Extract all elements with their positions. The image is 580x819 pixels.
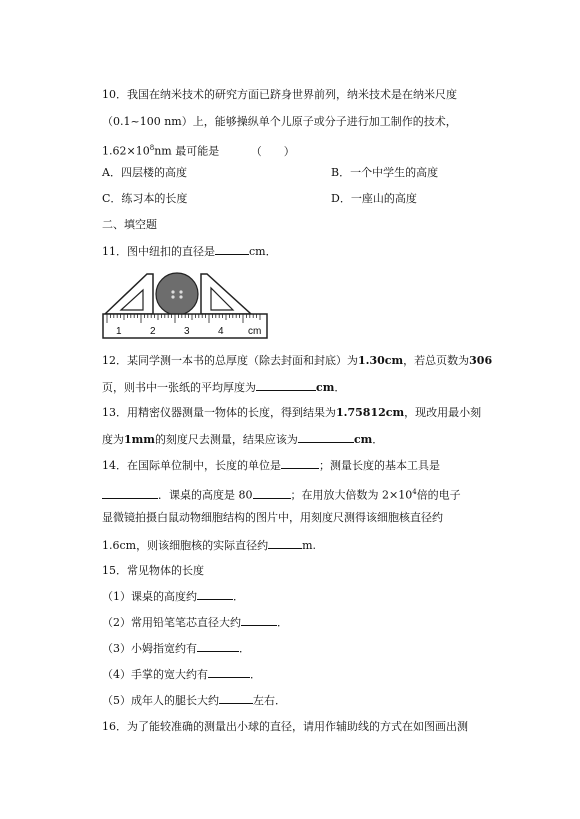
q13-line1: 13．用精密仪器测量一物体的长度，得到结果为1.75812cm，现改用最小刻	[102, 406, 482, 419]
q13-answer-blank[interactable]	[298, 432, 354, 443]
q10-option-b[interactable]: B．一个中学生的高度	[331, 166, 439, 179]
q10-line2: （0.1~100 nm）上，能够操纵单个儿原子或分子进行加工制作的技术，	[102, 115, 457, 128]
q10-line3: $1.62\times 10^8nm$ 最可能是 （ ）	[102, 144, 295, 158]
ruler-label: 1	[116, 326, 122, 337]
section-heading-fill-in: 二、填空题	[102, 218, 157, 231]
q15-blank-5[interactable]	[219, 693, 253, 704]
q15-item-5: （5）成年人的腿长大约 左右．	[102, 694, 286, 707]
q10-option-a[interactable]: A．四层楼的高度	[102, 166, 187, 179]
q15-item-2: （2）常用铅笔笔芯直径大约 ．	[102, 616, 288, 629]
q15-blank-2[interactable]	[241, 615, 277, 626]
q12-line2: 页，则书中一张纸的平均厚度为 cm．	[102, 381, 346, 394]
left-set-square	[105, 274, 153, 314]
q12-answer-blank[interactable]	[256, 380, 316, 391]
answer-paren: （ ）	[250, 144, 295, 158]
q15-blank-1[interactable]	[197, 589, 233, 600]
q14-height-blank[interactable]	[253, 488, 291, 499]
q14-line1: 14．在国际单位制中，长度的单位是 ；测量长度的基本工具是	[102, 459, 440, 472]
q14-line2: ．课桌的高度是 80 ；在用放大倍数为 $2\times 10^4$倍的电子	[102, 485, 461, 503]
q15-blank-3[interactable]	[197, 641, 239, 652]
q14-unit-blank[interactable]	[281, 458, 319, 469]
q15-blank-4[interactable]	[208, 667, 250, 678]
ruler-label: cm	[248, 326, 262, 337]
q15-item-3: （3）小姆指宽约有 ．	[102, 642, 250, 655]
button-object	[156, 273, 198, 315]
q10-option-d[interactable]: D．一座山的高度	[331, 192, 417, 205]
q14-line4: 1.6cm，则该细胞核的实际直径约 m.	[102, 539, 317, 552]
q10-option-c[interactable]: C．练习本的长度	[102, 192, 188, 205]
ruler-label: 4	[218, 326, 224, 337]
q11-answer-blank[interactable]	[215, 244, 249, 255]
ruler-label: 2	[150, 326, 156, 337]
q13-line2: 度为1mm的刻度尺去测量，结果应该为 cm．	[102, 433, 384, 446]
q14-tool-blank[interactable]	[102, 488, 158, 499]
right-set-square	[201, 274, 251, 314]
q14-diameter-blank[interactable]	[268, 538, 302, 549]
q15-item-1: （1）课桌的高度约 ．	[102, 590, 244, 603]
q14-line3: 显微镜拍摄白鼠动物细胞结构的图片中，用刻度尺测得该细胞核直径约	[102, 511, 443, 524]
q10-line1: 10．我国在纳米技术的研究方面已跻身世界前列，纳米技术是在纳米尺度	[102, 88, 457, 101]
q16-line: 16．为了能较准确的测量出小球的直径，请用作辅助线的方式在如图画出测	[102, 720, 468, 733]
q15-title: 15．常见物体的长度	[102, 564, 204, 577]
ruler-label: 3	[184, 326, 190, 337]
q12-line1: 12．某同学测一本书的总厚度（除去封面和封底）为1.30cm，若总页数为306	[102, 354, 493, 367]
q11-line: 11．图中纽扣的直径是 cm．	[102, 245, 277, 258]
ruler-button-figure	[101, 270, 271, 340]
q15-item-4: （4）手掌的宽大约有 ．	[102, 668, 261, 681]
